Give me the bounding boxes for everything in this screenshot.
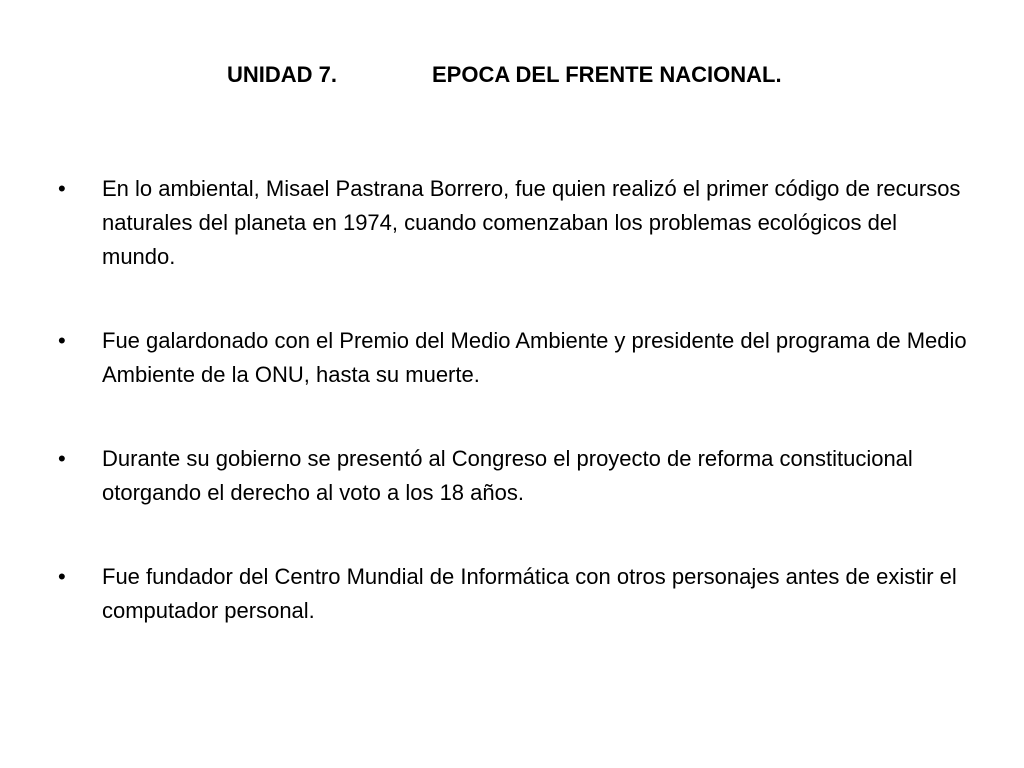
bullet-text: Fue fundador del Centro Mundial de Informática con otros personajes antes de existir el computador personal. — [102, 564, 957, 623]
slide-title — [0, 58, 1024, 92]
bullet-text: Fue galardonado con el Premio del Medio Ambiente y presidente del programa de Medio Ambiente de la ONU, hasta su muerte. — [102, 328, 967, 387]
bullet-item — [58, 442, 968, 510]
title-heading: EPOCA DEL FRENTE NACIONAL. — [432, 62, 782, 87]
bullet-list — [58, 172, 968, 678]
bullet-dot-icon: • — [58, 328, 66, 353]
bullet-dot-icon: • — [58, 176, 66, 201]
bullet-dot-icon: • — [58, 564, 66, 589]
bullet-text: En lo ambiental, Misael Pastrana Borrero, fue quien realizó el primer código de recursos naturales del planeta en 1974, cuando comenzaban los problemas ecológicos del mundo. — [102, 176, 961, 269]
bullet-item — [58, 172, 968, 274]
bullet-item — [58, 324, 968, 392]
bullet-text: Durante su gobierno se presentó al Congreso el proyecto de reforma constitucional otorgando el derecho al voto a los 18 años. — [102, 446, 913, 505]
title-unit-number: UNIDAD 7. — [227, 62, 338, 87]
bullet-dot-icon: • — [58, 446, 66, 471]
bullet-item — [58, 560, 968, 628]
